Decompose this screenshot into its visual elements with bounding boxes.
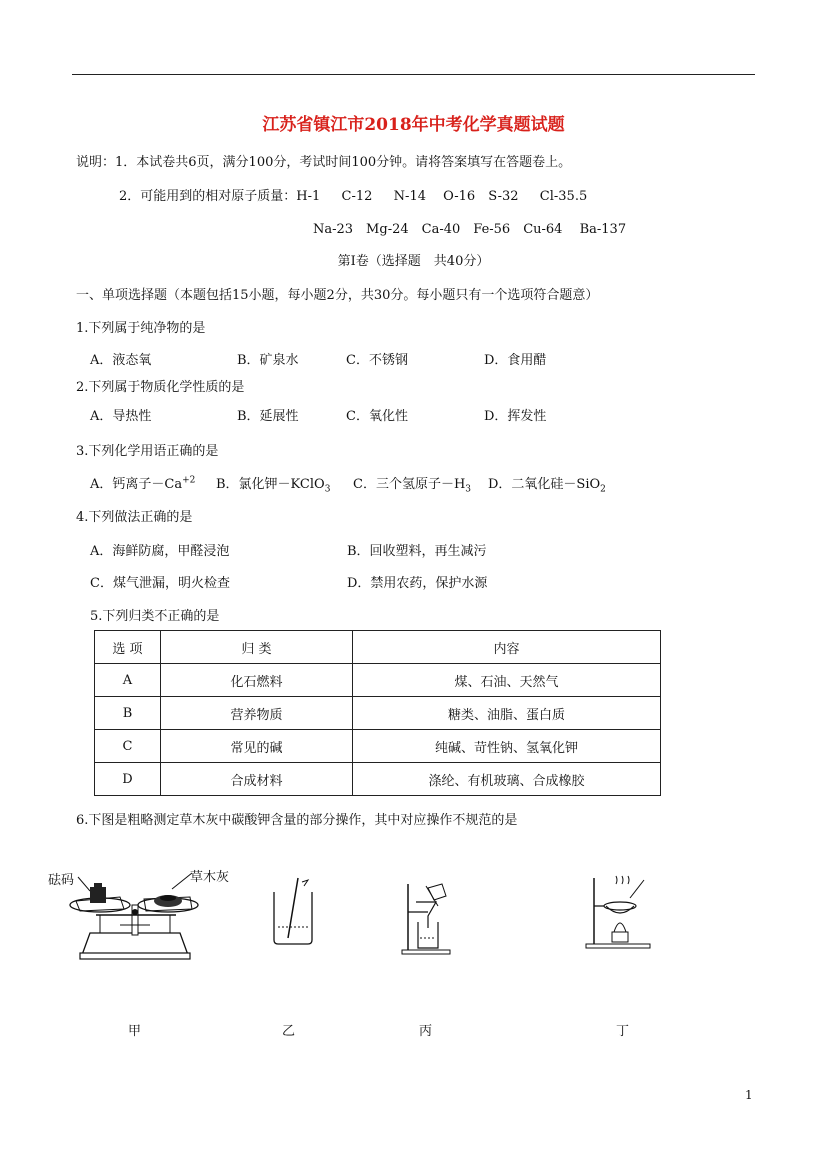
question-4-option-d[interactable]: D．禁用农药，保护水源 <box>347 576 488 591</box>
table-cell: 纯碱、苛性钠、氢氧化钾 <box>353 730 661 763</box>
question-3-option-d[interactable] <box>488 473 606 495</box>
figure-label-jia: 甲 <box>128 1024 142 1039</box>
section-heading: 一、单项选择题（本题包括15小题，每小题2分，共30分。每小题只有一个选项符合题意） <box>76 288 599 303</box>
beaker-stirring-illustration <box>268 872 318 947</box>
table-cell: D <box>95 763 161 796</box>
table-cell: B <box>95 697 161 730</box>
table-cell: 营养物质 <box>161 697 353 730</box>
table-header-row <box>95 631 661 664</box>
table-cell: 合成材料 <box>161 763 353 796</box>
option-c-text: C．三个氢原子－H <box>353 477 466 492</box>
option-d-text: D．二氧化硅－SiO <box>488 477 601 492</box>
question-3-option-a[interactable] <box>90 473 195 492</box>
option-c-subscript: 3 <box>465 484 472 495</box>
filtration-illustration <box>398 880 458 958</box>
question-3-option-b[interactable] <box>216 473 330 495</box>
instructions-line-1: 说明：1．本试卷共6页，满分100分，考试时间100分钟。请将答案填写在答题卷上。 <box>76 155 572 170</box>
part-title: 第Ⅰ卷（选择题 共40分） <box>337 254 490 269</box>
table-cell: 糖类、油脂、蛋白质 <box>353 697 661 730</box>
table-cell: 化石燃料 <box>161 664 353 697</box>
option-b-text: B．氯化钾－KClO <box>216 477 325 492</box>
table-cell: C <box>95 730 161 763</box>
question-4-option-a[interactable]: A．海鲜防腐，甲醛浸泡 <box>90 544 230 559</box>
table-cell: A <box>95 664 161 697</box>
figure-label-bing: 丙 <box>419 1024 433 1039</box>
figure-label-ding: 丁 <box>616 1024 630 1039</box>
evaporation-illustration <box>580 872 660 952</box>
page-number: 1 <box>745 1088 753 1102</box>
table-header-cell: 内容 <box>353 631 661 664</box>
option-d-subscript: 2 <box>600 484 606 495</box>
weights-label: 砝码 <box>48 873 75 888</box>
header-rule <box>72 74 755 75</box>
table-cell: 常见的碱 <box>161 730 353 763</box>
question-1-option-c[interactable]: C．不锈钢 <box>346 353 408 368</box>
question-2-option-c[interactable]: C．氧化性 <box>346 409 408 424</box>
question-1-option-d[interactable]: D．食用醋 <box>484 353 547 368</box>
instructions-line-3: Na-23 Mg-24 Ca-40 Fe-56 Cu-64 Ba-137 <box>313 222 627 237</box>
table-row <box>95 697 661 730</box>
question-1-option-a[interactable]: A．液态氧 <box>90 353 152 368</box>
table-row <box>95 763 661 796</box>
question-2-option-a[interactable]: A．导热性 <box>90 409 152 424</box>
classification-table <box>94 630 661 796</box>
question-5-stem: 5.下列归类不正确的是 <box>90 609 220 624</box>
question-2-option-b[interactable]: B．延展性 <box>237 409 299 424</box>
balance-illustration <box>60 865 210 965</box>
question-4-stem: 4.下列做法正确的是 <box>76 510 193 525</box>
question-4-option-b[interactable]: B．回收塑料，再生减污 <box>347 544 487 559</box>
question-3-stem: 3.下列化学用语正确的是 <box>76 444 219 459</box>
table-cell: 涤纶、有机玻璃、合成橡胶 <box>353 763 661 796</box>
question-6-stem: 6.下图是粗略测定草木灰中碳酸钾含量的部分操作，其中对应操作不规范的是 <box>76 813 518 828</box>
option-b-subscript: 3 <box>324 484 331 495</box>
table-header-cell: 选 项 <box>95 631 161 664</box>
table-row <box>95 730 661 763</box>
question-3-option-c[interactable] <box>353 473 471 495</box>
instructions-line-2: 2．可能用到的相对原子质量：H-1 C-12 N-14 O-16 S-32 Cl-35.5 <box>119 189 588 204</box>
table-header-cell: 归 类 <box>161 631 353 664</box>
option-a-charge: +2 <box>182 475 196 486</box>
table-cell: 煤、石油、天然气 <box>353 664 661 697</box>
question-2-stem: 2.下列属于物质化学性质的是 <box>76 380 245 395</box>
document-title: 江苏省镇江市2018年中考化学真题试题 <box>262 115 565 135</box>
question-1-option-b[interactable]: B．矿泉水 <box>237 353 299 368</box>
figure-label-yi: 乙 <box>282 1024 296 1039</box>
table-row <box>95 664 661 697</box>
ash-label: 草木灰 <box>190 870 230 885</box>
question-4-option-c[interactable]: C．煤气泄漏，明火检查 <box>90 576 230 591</box>
option-a-text: A．钙离子－Ca <box>90 477 183 492</box>
question-2-option-d[interactable]: D．挥发性 <box>484 409 547 424</box>
question-1-stem: 1.下列属于纯净物的是 <box>76 321 206 336</box>
